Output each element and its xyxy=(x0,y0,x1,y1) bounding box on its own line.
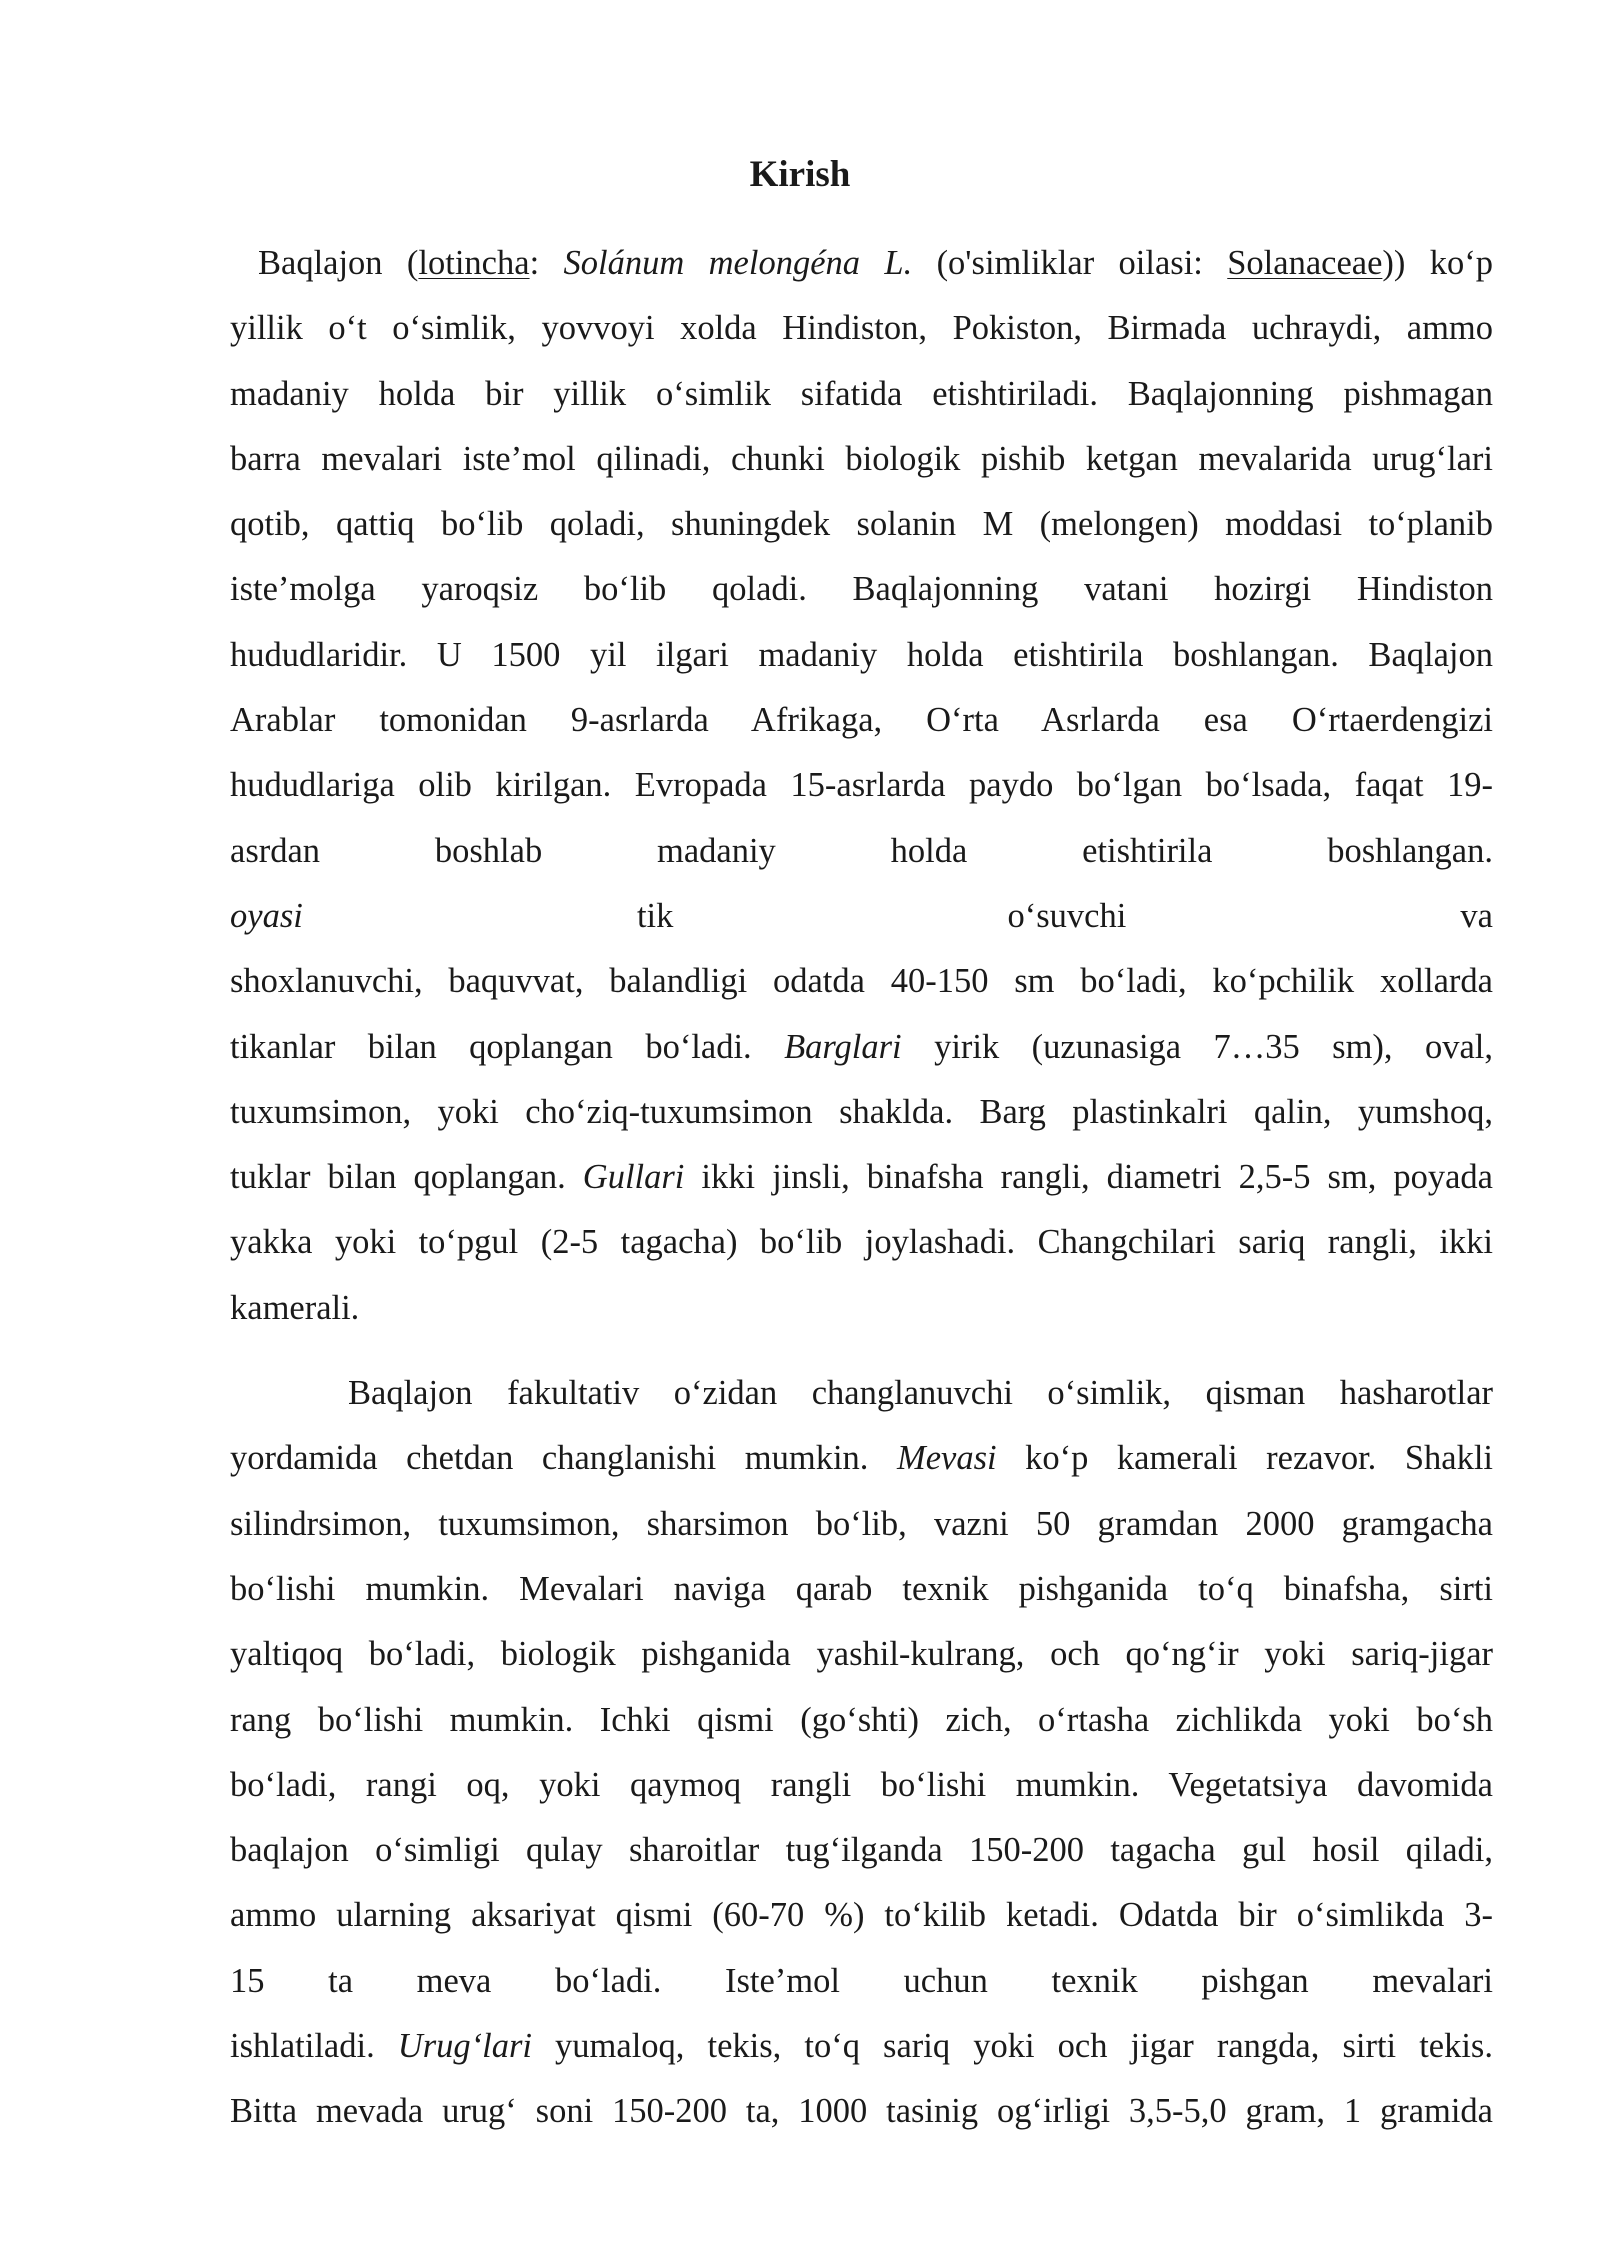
text-line: ammo ularning aksariyat qismi (60-70 %) to‘kilib ketadi. Odatda bir o‘simlikda 3- xyxy=(230,1896,1493,1935)
text-line: rang bo‘lishi mumkin. Ichki qismi (go‘shti) zich, o‘rtasha zichlikda yoki bo‘sh xyxy=(230,1700,1493,1739)
text-line: Baqlajon fakultativ o‘zidan changlanuvchi o‘simlik, qisman hasharotlar xyxy=(348,1374,1493,1413)
text-line: asrdan boshlab madaniy holda etishtirila boshlangan. xyxy=(230,831,1493,870)
text-line: hududlariga olib kirilgan. Evropada 15-asrlarda paydo bo‘lgan bo‘lsada, faqat 19- xyxy=(230,766,1493,805)
text-line: tikanlar bilan qoplangan bo‘ladi. Barglari yirik (uzunasiga 7…35 sm), oval, xyxy=(230,1027,1493,1066)
solanaceae-link[interactable]: Solanaceae xyxy=(1227,244,1383,282)
text-line: oyasi tik o‘suvchi va xyxy=(230,896,1493,935)
text-line: yaltiqoq bo‘ladi, biologik pishganida yashil-kulrang, och qo‘ng‘ir yoki sariq-jigar xyxy=(230,1635,1493,1674)
text-line: bo‘ladi, rangi oq, yoki qaymoq rangli bo‘lishi mumkin. Vegetatsiya davomida xyxy=(230,1765,1493,1804)
text-line: yillik o‘t o‘simlik, yovvoyi xolda Hindiston, Pokiston, Birmada uchraydi, ammo xyxy=(230,309,1493,348)
text-line: barra mevalari iste’mol qilinadi, chunki biologik pishib ketgan mevalarida urug‘lari xyxy=(230,439,1493,478)
page-title: Kirish xyxy=(749,154,851,195)
text-line: tuklar bilan qoplangan. Gullari ikki jinsli, binafsha rangli, diametri 2,5-5 sm, poyada xyxy=(230,1158,1493,1197)
text-line: kamerali. xyxy=(230,1288,360,1327)
text-line: ishlatiladi. Urug‘lari yumaloq, tekis, to‘q sariq yoki och jigar rangda, sirti tekis. xyxy=(230,2027,1493,2066)
text-line: tuxumsimon, yoki cho‘ziq-tuxumsimon shakldа. Barg plastinkalri qalin, yumshoq, xyxy=(230,1092,1493,1131)
text-line: madaniy holda bir yillik o‘simlik sifatida etishtiriladi. Baqlajonning pishmagan xyxy=(230,374,1493,413)
text-line: shoxlanuvchi, baquvvat, balandligi odatda 40-150 sm bo‘ladi, ko‘pchilik xollarda xyxy=(230,962,1493,1001)
text-line: Baqlajon (lotincha: Solánum melongéna L. (o'simliklar oilasi: Solanaceae)) ko‘p xyxy=(258,244,1493,282)
text-line: qotib, qattiq bo‘lib qoladi, shuningdek solanin M (melongen) moddasi to‘planib xyxy=(230,505,1493,544)
text-line: Bitta mevada urug‘ soni 150-200 ta, 1000 tasinig og‘irligi 3,5-5,0 gram, 1 gramida xyxy=(230,2092,1493,2131)
text-line: silindrsimon, tuxumsimon, sharsimon bo‘lib, vazni 50 gramdan 2000 gramgacha xyxy=(230,1504,1493,1543)
text-line: Arablar tomonidan 9-asrlarda Afrikaga, O‘rta Asrlarda esa O‘rtaerdengizi xyxy=(230,701,1493,740)
paragraph-1 xyxy=(230,235,1493,1345)
document-body xyxy=(230,235,1493,2149)
text-line: yordamida chetdan changlanishi mumkin. Mevasi ko‘p kamerali rezavor. Shakli xyxy=(230,1439,1493,1478)
text-line: 15 ta meva bo‘ladi. Iste’mol uchun texnik pishgan mevalari xyxy=(230,1961,1493,2000)
text-line: bo‘lishi mumkin. Mevalari naviga qarab texnik pishganida to‘q binafsha, sirti xyxy=(230,1569,1493,1608)
text-line: iste’molga yaroqsiz bo‘lib qoladi. Baqlajonning vatani hozirgi Hindiston xyxy=(230,570,1493,609)
text-line: baqlajon o‘simligi qulay sharoitlar tug‘ilganda 150-200 tagacha gul hosil qiladi, xyxy=(230,1831,1493,1870)
paragraph-2 xyxy=(230,1365,1493,2149)
lotincha-link[interactable]: lotincha xyxy=(418,244,530,282)
text-line: yakka yoki to‘pgul (2-5 tagacha) bo‘lib joylashadi. Changchilari sariq rangli, ikki xyxy=(230,1223,1493,1262)
text-line: hududlaridir. U 1500 yil ilgari madaniy holda etishtirila boshlangan. Baqlajon xyxy=(230,635,1493,674)
